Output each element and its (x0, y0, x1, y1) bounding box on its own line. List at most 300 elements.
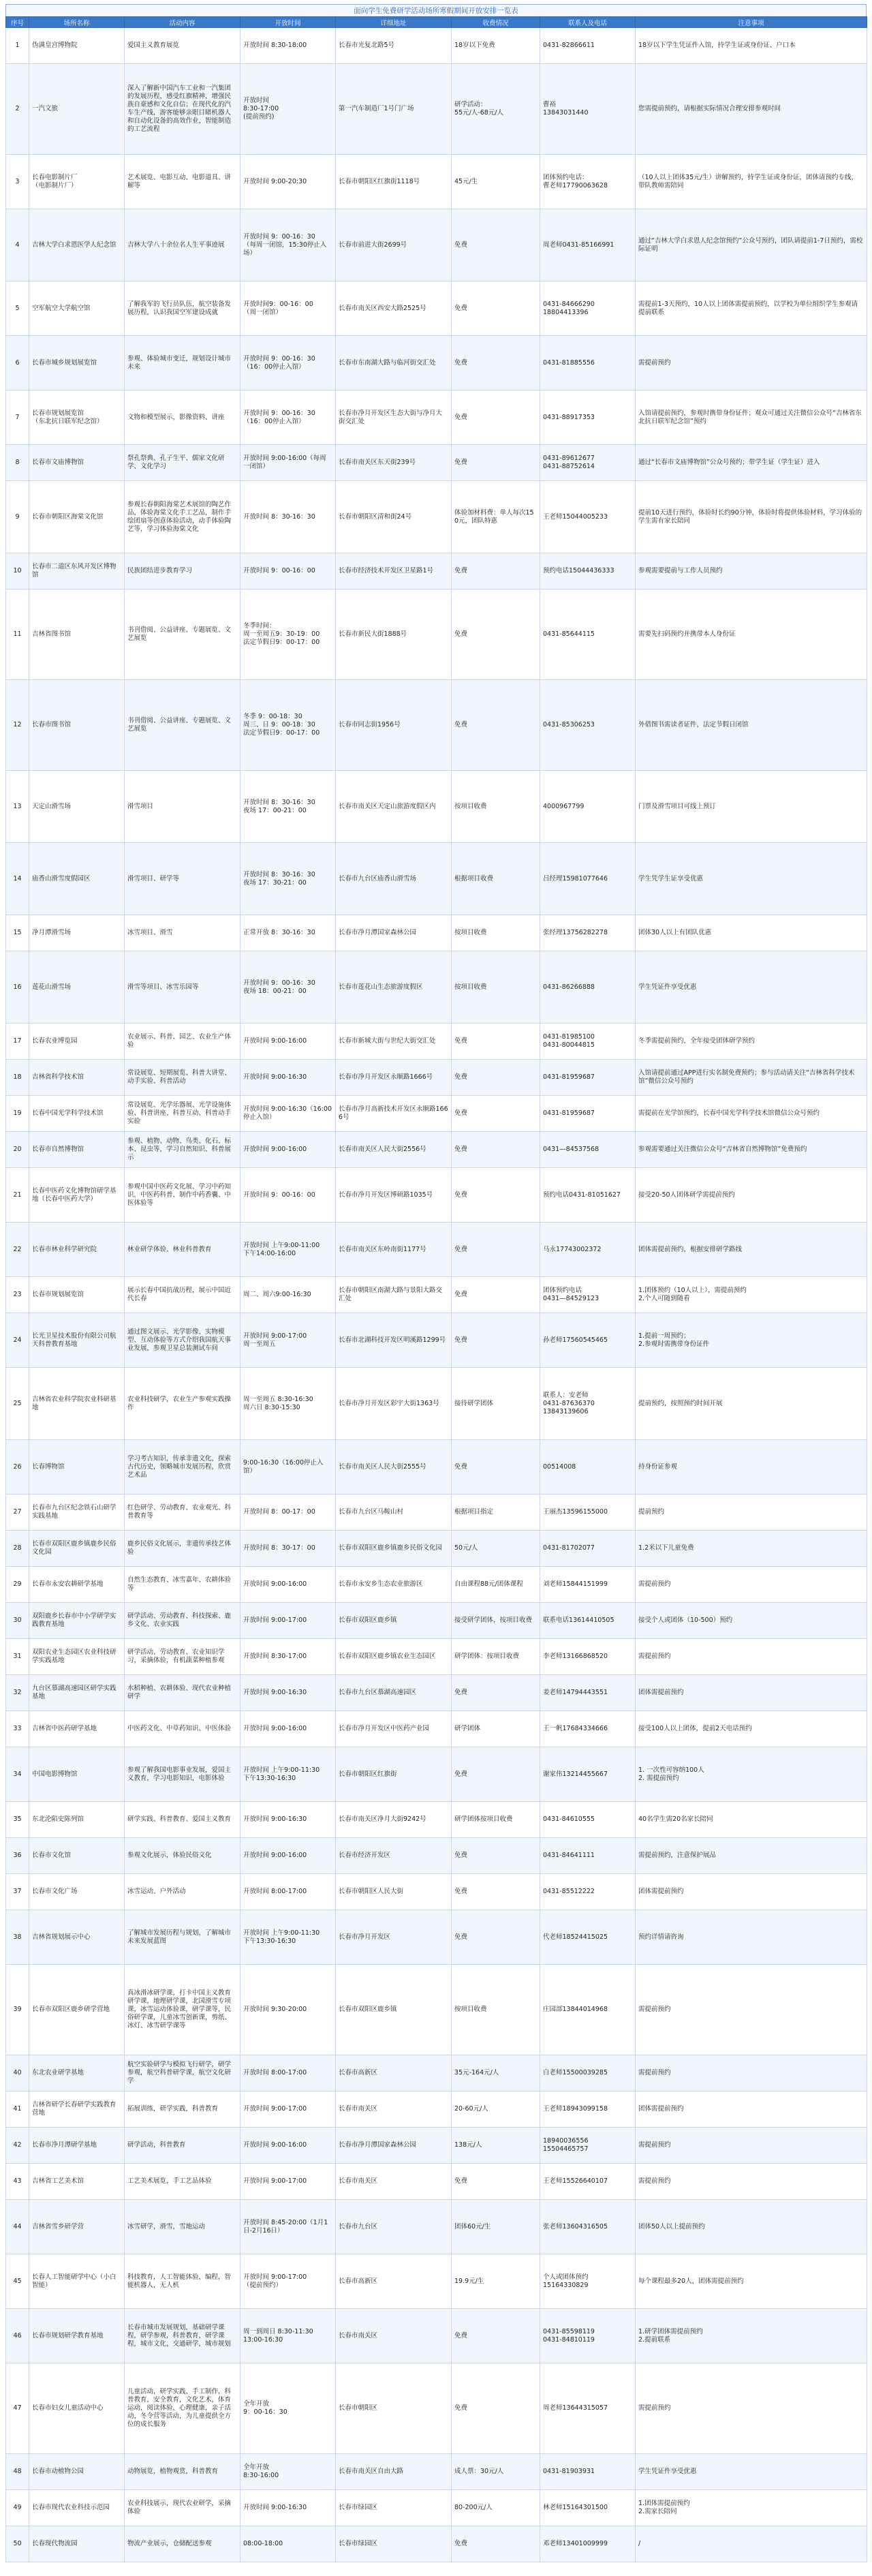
cell-activities: 工艺美术展览，手工艺品体验 (125, 2164, 240, 2200)
cell-fees: 20-60元/人 (452, 2091, 540, 2128)
header-contact: 联系人及电话 (540, 17, 636, 28)
cell-notes: 1.2米以下儿童免费 (636, 1531, 867, 1567)
cell-address: 长春市净月高新技术开发区永顺路1666号 (336, 1096, 452, 1132)
cell-activities: 参观、体验城市变迁，规划设计城市未来 (125, 336, 240, 390)
cell-index: 7 (6, 390, 29, 445)
cell-venue-name: 长春市九台区纪念铁石山研学实践基地 (29, 1494, 125, 1531)
table-row (6, 2055, 867, 2091)
cell-contact: 林老师15164301500 (540, 2490, 636, 2526)
cell-activities: 文物和模型展示，影像资料、讲座 (125, 390, 240, 445)
cell-fees: 免费 (452, 281, 540, 336)
cell-opening-hours: 开放时间 9：00-16：30 夜场 18：00-21：00 (240, 951, 336, 1024)
table-row (6, 1096, 867, 1132)
cell-fees: 按项目收费 (452, 771, 540, 843)
cell-activities: 拓展训练，研学实践，科普教育 (125, 2091, 240, 2128)
cell-index: 37 (6, 1874, 29, 1910)
cell-address: 长春市同志街1956号 (336, 680, 452, 771)
cell-contact: 曹裕 13843031440 (540, 64, 636, 155)
cell-index: 33 (6, 1711, 29, 1747)
cell-venue-name: 长春市双阳区鹿乡研学营地 (29, 1965, 125, 2055)
cell-contact: 谢家伟13214455667 (540, 1747, 636, 1802)
table-row (6, 2254, 867, 2309)
cell-index: 40 (6, 2055, 29, 2091)
cell-venue-name: 长春市净月潭研学基地 (29, 2128, 125, 2164)
cell-opening-hours: 开放时间9：00-16：00 （周一闭馆） (240, 281, 336, 336)
table-row (6, 843, 867, 915)
cell-fees: 根据项目收费 (452, 843, 540, 915)
cell-activities: 动物展览，植物观赏，科普教育 (125, 2454, 240, 2490)
cell-address: 长春市九台区 (336, 2200, 452, 2254)
cell-contact: 00514008 (540, 1440, 636, 1494)
cell-address: 长春市光复北路5号 (336, 28, 452, 64)
table-row (6, 281, 867, 336)
cell-address: 长春市经济开发区 (336, 1838, 452, 1874)
cell-address: 长春市净月开发区生态大街与净月大街交汇处 (336, 390, 452, 445)
cell-notes: 提前预约，按照预约时间开展 (636, 1368, 867, 1440)
cell-opening-hours: 周一到周日 8:30-11:30 13:00-16:30 (240, 2309, 336, 2363)
table-row (6, 2309, 867, 2363)
cell-index: 16 (6, 951, 29, 1024)
cell-activities: 农业展示、科普、园艺、农业生产体验 (125, 1024, 240, 1060)
cell-contact: 王老师18943099158 (540, 2091, 636, 2128)
cell-fees: 自由课程88元/团体课程 (452, 1567, 540, 1603)
cell-activities: 艺术展览、电影互动、电影道具、讲解等 (125, 155, 240, 209)
table-row (6, 209, 867, 281)
table-row (6, 1440, 867, 1494)
cell-fees: 免费 (452, 1132, 540, 1168)
cell-contact: 0431-84666290 18804413396 (540, 281, 636, 336)
cell-address: 长春市朝阳区人民大街 (336, 1874, 452, 1910)
cell-notes: 团体需提前预约 (636, 1675, 867, 1711)
cell-notes: 需提前预约 (636, 2363, 867, 2454)
cell-address: 长春市南关区 (336, 2164, 452, 2200)
table-row (6, 1639, 867, 1675)
cell-notes: 需提前预约 (636, 1965, 867, 2055)
cell-contact: 张老师13604316505 (540, 2200, 636, 2254)
cell-contact: 0431-85512222 (540, 1874, 636, 1910)
cell-activities: 滑雪等项目、冰雪乐园等 (125, 951, 240, 1024)
table-row (6, 445, 867, 481)
table-row (6, 1675, 867, 1711)
cell-address: 长春市南关区西安大路2525号 (336, 281, 452, 336)
cell-index: 2 (6, 64, 29, 155)
cell-opening-hours: 开放时间 9:00-17:00 周一至周五 (240, 1313, 336, 1368)
table-row (6, 771, 867, 843)
cell-index: 22 (6, 1223, 29, 1277)
cell-notes: 学生凭证件享受优惠 (636, 2454, 867, 2490)
cell-contact: 0431—84537568 (540, 1132, 636, 1168)
cell-opening-hours: 开放时间 9:00-16:00 (240, 1838, 336, 1874)
table-row (6, 336, 867, 390)
cell-venue-name: 长春市二道区东风开发区博物馆 (29, 553, 125, 589)
cell-index: 31 (6, 1639, 29, 1675)
cell-address: 长春市新城大街与世纪大街交汇处 (336, 1024, 452, 1060)
cell-fees: 免费 (452, 1675, 540, 1711)
cell-notes: 通过“吉林大学白求恩人纪念馆预约”公众号预约，团队请提前1-7日预约，需校际证明 (636, 209, 867, 281)
cell-contact: 0431-82866611 (540, 28, 636, 64)
cell-address: 长春市九台区庙香山滑雪场 (336, 843, 452, 915)
cell-notes: 持身份证参观 (636, 1440, 867, 1494)
cell-contact: 王老师15526640107 (540, 2164, 636, 2200)
header-opening-hours: 开放时间 (240, 17, 336, 28)
cell-activities: 学习考古知识，传承非遗文化，探索古代历史，领略城市发展历程，欣赏艺术品 (125, 1440, 240, 1494)
cell-fees: 免费 (452, 2164, 540, 2200)
cell-fees: 免费 (452, 1060, 540, 1096)
cell-activities: 真冰滑冰研学课，打卡中国主义教育研学课，地理研学课，北国滑雪专项课，冰雪运动体验课，研学课等，民俗研学课，儿童冰雪创新课，剪纸、冰灯、冰雪研学课等 (125, 1965, 240, 2055)
cell-contact: 团体预约电话 0431—84529123 (540, 1277, 636, 1313)
cell-fees: 免费 (452, 390, 540, 445)
cell-opening-hours: 全年开放 9：00-16：30 (240, 2363, 336, 2454)
cell-opening-hours: 开放时间 8:00-17:00 (240, 2055, 336, 2091)
cell-address: 长春市永安乡生态农业旅游区 (336, 1567, 452, 1603)
cell-opening-hours: 开放时间 9:00-16:00 (240, 1711, 336, 1747)
cell-contact: 周老师13644315057 (540, 2363, 636, 2454)
cell-notes: 团体30人以上有团队优惠 (636, 915, 867, 951)
cell-activities: 滑雪项目、研学等 (125, 843, 240, 915)
cell-opening-hours: 开放时间 8：30-16：30 夜场 17：00-21：00 (240, 771, 336, 843)
cell-activities: 冰雪研学，滑雪，雪地运动 (125, 2200, 240, 2254)
cell-activities: 水稻种植、农耕体验、现代农业种植研学 (125, 1675, 240, 1711)
cell-fees: 免费 (452, 680, 540, 771)
cell-index: 6 (6, 336, 29, 390)
cell-contact: 0431-81959687 (540, 1096, 636, 1132)
cell-contact: 0431-81959687 (540, 1060, 636, 1096)
cell-contact: 周老师0431-85166991 (540, 209, 636, 281)
header-row (6, 17, 867, 28)
cell-activities: 常设展览、光学乐器展、光学设施体验、科普讲座、科普互动、科普动手实验 (125, 1096, 240, 1132)
cell-activities: 了解我军的飞行员队伍，航空装备发展历程，认识我国空军建设成就 (125, 281, 240, 336)
cell-fees: 免费 (452, 589, 540, 680)
table-row (6, 1168, 867, 1223)
cell-contact: 0431-81903931 (540, 2454, 636, 2490)
table-row (6, 1313, 867, 1368)
cell-index: 32 (6, 1675, 29, 1711)
cell-notes: 参观需要提前与工作人员预约 (636, 553, 867, 589)
cell-address: 长春市净月开发区博硕路1035号 (336, 1168, 452, 1223)
venue-table (5, 16, 867, 2562)
table-row (6, 1747, 867, 1802)
cell-activities: 参观中国中医药文化展、学习中药知识，中医药科普、制作中药香囊、中医体验等 (125, 1168, 240, 1223)
cell-opening-hours: 开放时间 9：00-16：30 （16：00停止入馆） (240, 390, 336, 445)
cell-notes: 团体需提前预约 (636, 1874, 867, 1910)
cell-fees: 45元/生 (452, 155, 540, 209)
header-index: 序号 (6, 17, 29, 28)
cell-opening-hours: 全年开放 8:30-16:00 (240, 2454, 336, 2490)
table-body (6, 28, 867, 2562)
cell-index: 29 (6, 1567, 29, 1603)
cell-venue-name: 吉林大学白求恩医学人纪念馆 (29, 209, 125, 281)
header-notes: 注意事项 (636, 17, 867, 28)
cell-fees: 团体60元/生 (452, 2200, 540, 2254)
cell-opening-hours: 周二、周六9:00-16:30 (240, 1277, 336, 1313)
cell-notes: 需提前预约 (636, 2128, 867, 2164)
cell-index: 50 (6, 2526, 29, 2562)
cell-fees: 免费 (452, 1168, 540, 1223)
table-row (6, 553, 867, 589)
cell-activities: 长春市城市发展规划，基础研学课程，研学参观，科普教育，研学课程，城市文化，交通研学，城市规划 (125, 2309, 240, 2363)
cell-opening-hours: 开放时间 9:00-16:00 (240, 2128, 336, 2164)
cell-fees: 研学活动： 55元/人-68元/人 (452, 64, 540, 155)
cell-venue-name: 中国电影博物馆 (29, 1747, 125, 1802)
header-address: 详细地址 (336, 17, 452, 28)
cell-activities: 研学活动、劳动教育、科技探索、鹿乡文化、农业实践 (125, 1603, 240, 1639)
cell-index: 18 (6, 1060, 29, 1096)
table-row (6, 589, 867, 680)
cell-fees: 18岁以下免费 (452, 28, 540, 64)
cell-contact: 0431-81702077 (540, 1531, 636, 1567)
cell-address: 长春市经济技术开发区卫星路1号 (336, 553, 452, 589)
cell-activities: 参观文化展示，体验民俗文化 (125, 1838, 240, 1874)
cell-activities: 红色研学、劳动教育、农业观光、科普教育等 (125, 1494, 240, 1531)
cell-notes: 预约详情请咨询 (636, 1910, 867, 1965)
table-row (6, 390, 867, 445)
cell-fees: 接受研学团体，按项目收费 (452, 1603, 540, 1639)
cell-index: 8 (6, 445, 29, 481)
cell-notes: 团体50人以上提前预约 (636, 2200, 867, 2254)
cell-address: 长春市朝阳区 (336, 2363, 452, 2454)
cell-index: 42 (6, 2128, 29, 2164)
cell-address: 长春市新民大街1888号 (336, 589, 452, 680)
cell-contact: 18940036556 15504465757 (540, 2128, 636, 2164)
cell-venue-name: 长春市城乡规划展览馆 (29, 336, 125, 390)
cell-address: 长春市南关区 (336, 2309, 452, 2363)
cell-fees: 35元-164元/人 (452, 2055, 540, 2091)
cell-index: 43 (6, 2164, 29, 2200)
header-venue-name: 场所名称 (29, 17, 125, 28)
cell-activities: 物流产业展示，仓储配送参观 (125, 2526, 240, 2562)
cell-notes: 需提前预约 (636, 2055, 867, 2091)
cell-index: 34 (6, 1747, 29, 1802)
cell-opening-hours: 开放时间 9:00-16:30 (240, 2490, 336, 2526)
cell-index: 14 (6, 843, 29, 915)
table-row (6, 1910, 867, 1965)
cell-contact: 联系人：安老师 0431-87636370 13843139606 (540, 1368, 636, 1440)
cell-notes: 需提前预约 (636, 336, 867, 390)
cell-opening-hours: 开放时间 9:00-16:00 (240, 1024, 336, 1060)
cell-venue-name: 长春人工智能研学中心（小白智能） (29, 2254, 125, 2309)
cell-index: 10 (6, 553, 29, 589)
cell-index: 3 (6, 155, 29, 209)
cell-index: 39 (6, 1965, 29, 2055)
cell-venue-name: 九台区慕湖高速园区研学实践基地 (29, 1675, 125, 1711)
cell-fees: 免费 (452, 445, 540, 481)
cell-contact: 吕经理15981077646 (540, 843, 636, 915)
cell-venue-name: 长光卫星技术股份有限公司航天科普教育基地 (29, 1313, 125, 1368)
table-row (6, 2490, 867, 2526)
cell-contact: 0431-81985100 0431-80044815 (540, 1024, 636, 1060)
cell-venue-name: 长春市妇女儿童活动中心 (29, 2363, 125, 2454)
table-row (6, 1223, 867, 1277)
cell-activities: 爱国主义教育展览 (125, 28, 240, 64)
cell-contact: 0431-84641111 (540, 1838, 636, 1874)
cell-notes: 您需提前预约，请根据实际情况合理安排参观时间 (636, 64, 867, 155)
cell-opening-hours: 开放时间 8:30-17:00 (240, 1639, 336, 1675)
cell-index: 9 (6, 481, 29, 553)
cell-opening-hours: 正常开放 8：30-16：30 (240, 915, 336, 951)
cell-address: 长春市莲花山生态旅游度假区 (336, 951, 452, 1024)
cell-contact: 团体预约电话： 曹老师17790063628 (540, 155, 636, 209)
cell-venue-name: 双阳鹿乡长春市中小学研学实践教育基地 (29, 1603, 125, 1639)
cell-fees: 接待研学团体 (452, 1368, 540, 1440)
cell-venue-name: 长春市自然博物馆 (29, 1132, 125, 1168)
cell-venue-name: 吉林省规划展示中心 (29, 1910, 125, 1965)
cell-activities: 中医药文化、中草药知识、中医体验 (125, 1711, 240, 1747)
cell-address: 长春市朝阳区南湖大路与景阳大路交汇处 (336, 1277, 452, 1313)
cell-address: 长春市前进大街2699号 (336, 209, 452, 281)
cell-fees: 成人票：30元/人 (452, 2454, 540, 2490)
cell-venue-name: 净月潭滑雪场 (29, 915, 125, 951)
cell-activities: 研学活动、劳动教育、农业知识学习，采摘体验，有机蔬菜种植参观 (125, 1639, 240, 1675)
cell-contact: 0431-84610555 (540, 1802, 636, 1838)
cell-venue-name: 长春市规划研学教育基地 (29, 2309, 125, 2363)
cell-venue-name: 双阳农业生态园区农业科技研学实践基地 (29, 1639, 125, 1675)
table-row (6, 28, 867, 64)
cell-fees: 免费 (452, 1747, 540, 1802)
cell-contact: 王老师15044005233 (540, 481, 636, 553)
cell-contact: 预约电话15044436333 (540, 553, 636, 589)
cell-venue-name: 吉林省研学长春研学实践教育营地 (29, 2091, 125, 2128)
cell-venue-name: 长春现代物流园 (29, 2526, 125, 2562)
cell-venue-name: 吉林省科学技术馆 (29, 1060, 125, 1096)
cell-opening-hours: 9:00-16:30（16:00停止入馆） (240, 1440, 336, 1494)
cell-notes: 1.团体需提前预约 2.需家长陪同 (636, 2490, 867, 2526)
cell-notes: 团体需提前预约，根据安排研学路线 (636, 1223, 867, 1277)
cell-contact: 联系电话13614410505 (540, 1603, 636, 1639)
cell-opening-hours: 开放时间 9:00-16:30 (240, 1802, 336, 1838)
cell-index: 35 (6, 1802, 29, 1838)
cell-venue-name: 长春中医药文化博物馆研学基地（长春中医药大学） (29, 1168, 125, 1223)
cell-address: 长春市南关区人民大街2555号 (336, 1440, 452, 1494)
cell-address: 长春市南关区 (336, 2091, 452, 2128)
cell-index: 24 (6, 1313, 29, 1368)
cell-opening-hours: 开放时间 9：00-16：00 (240, 553, 336, 589)
cell-venue-name: 长春博物馆 (29, 1440, 125, 1494)
cell-notes: 需提前预约 (636, 1567, 867, 1603)
cell-venue-name: 长春市图书馆 (29, 680, 125, 771)
table-row (6, 2200, 867, 2254)
cell-index: 48 (6, 2454, 29, 2490)
cell-index: 1 (6, 28, 29, 64)
cell-venue-name: 长春市规划展览馆 （东北抗日联军纪念馆） (29, 390, 125, 445)
cell-fees: 免费 (452, 1223, 540, 1277)
cell-venue-name: 吉林省农业科学院农业科研基地 (29, 1368, 125, 1440)
cell-venue-name: 长春电影制片厂 （电影制片厂） (29, 155, 125, 209)
cell-notes: 1.提前一周预约； 2.参观时需携带身份证件 (636, 1313, 867, 1368)
table-row (6, 951, 867, 1024)
cell-notes: 入馆请提前预约，参观时携带身份证件；观众可通过关注微信公众号“吉林省东北抗日联军纪念馆”预约 (636, 390, 867, 445)
cell-fees: 免费 (452, 1874, 540, 1910)
cell-venue-name: 长春市文庙博物馆 (29, 445, 125, 481)
cell-index: 49 (6, 2490, 29, 2526)
cell-activities: 冰雪运动、户外活动 (125, 1874, 240, 1910)
cell-activities: 了解城市发展历程与规划，了解城市未来发展蓝图 (125, 1910, 240, 1965)
cell-fees: 免费 (452, 1440, 540, 1494)
table-row (6, 915, 867, 951)
cell-opening-hours: 开放时间 9:30-20:00 (240, 1965, 336, 2055)
cell-activities: 鹿乡民俗文化展示，非遗传承技艺体验 (125, 1531, 240, 1567)
table-row (6, 1838, 867, 1874)
cell-notes: 外借图书需读者证件，法定节假日闭馆 (636, 680, 867, 771)
cell-notes: 需提前1-3天预约，10人以上团体需提前预约，以学校为单位组织学生参观请提前联系 (636, 281, 867, 336)
cell-index: 4 (6, 209, 29, 281)
cell-index: 25 (6, 1368, 29, 1440)
table-row (6, 1024, 867, 1060)
cell-address: 长春市九台区慕湖高速园区 (336, 1675, 452, 1711)
cell-fees: 研学团体 (452, 1711, 540, 1747)
cell-fees: 80-200元/人 (452, 2490, 540, 2526)
cell-fees: 免费 (452, 336, 540, 390)
cell-venue-name: 吉林省图书馆 (29, 589, 125, 680)
cell-opening-hours: 开放时间 9:00-16:00（每周一闭馆） (240, 445, 336, 481)
table-row (6, 1965, 867, 2055)
cell-contact: 王丽杰13596155000 (540, 1494, 636, 1531)
cell-address: 长春市净月潭国家森林公园 (336, 2128, 452, 2164)
cell-opening-hours: 开放时间 8:00-17:00 (240, 1874, 336, 1910)
cell-address: 长春市南关区人民大街2556号 (336, 1132, 452, 1168)
cell-activities: 林业研学体验、林业科普教育 (125, 1223, 240, 1277)
cell-activities: 常设展览、短期展览、科普大讲堂、动手实验、科普活动 (125, 1060, 240, 1096)
cell-opening-hours: 开放时间 8：30-17：00 (240, 1531, 336, 1567)
cell-opening-hours: 冬季时间： 周一至周五9：30-19：00 法定节假日9：00-17：00 (240, 589, 336, 680)
cell-opening-hours: 开放时间 9:00-17:00 （提前预约） (240, 2254, 336, 2309)
cell-opening-hours: 开放时间 9：00-16：30 （每周一闭馆，15:30停止入场） (240, 209, 336, 281)
cell-activities: 书刊借阅、公益讲座、专题展览、文艺展览 (125, 589, 240, 680)
cell-opening-hours: 开放时间 9:00-16:00 (240, 1567, 336, 1603)
table-row (6, 1060, 867, 1096)
table-row (6, 481, 867, 553)
cell-notes: 需提前预约 (636, 1639, 867, 1675)
cell-venue-name: 东北农业研学基地 (29, 2055, 125, 2091)
page-title: 面向学生免费研学活动场所寒假期间开放安排一览表 (5, 4, 867, 16)
table-row (6, 680, 867, 771)
table-row (6, 1603, 867, 1639)
cell-opening-hours: 开放时间 8：30-16：30 夜场 17：30-21：00 (240, 843, 336, 915)
cell-activities: 参观、植物、动物、鸟类、化石、标本、昆虫等，学习自然知识、科普展示 (125, 1132, 240, 1168)
cell-opening-hours: 开放时间 9:00-20:30 (240, 155, 336, 209)
cell-notes: 通过“长春市文庙博物馆”公众号预约；带学生证（学生证）进入 (636, 445, 867, 481)
cell-fees: 研学团体：按项目收费 (452, 1639, 540, 1675)
cell-notes: 参观需要通过关注微信公众号“吉林省自然博物馆”免费预约 (636, 1132, 867, 1168)
cell-index: 38 (6, 1910, 29, 1965)
cell-venue-name: 长春市文化广场 (29, 1874, 125, 1910)
table-row (6, 2128, 867, 2164)
cell-activities: 研学活动，科普教育 (125, 2128, 240, 2164)
cell-notes: 1. 一次性可容纳100人 2. 需提前预约 (636, 1747, 867, 1802)
cell-venue-name: 吉林省中医药研学基地 (29, 1711, 125, 1747)
cell-index: 44 (6, 2200, 29, 2254)
table-row (6, 2164, 867, 2200)
cell-index: 27 (6, 1494, 29, 1531)
cell-contact: 0431-88917353 (540, 390, 636, 445)
cell-index: 17 (6, 1024, 29, 1060)
cell-contact: 姜老师14794443551 (540, 1675, 636, 1711)
cell-activities: 民族团结进步教育学习 (125, 553, 240, 589)
cell-notes: 冬季需提前预约，全年接受团体研学预约 (636, 1024, 867, 1060)
cell-address: 长春市净月开发区中医药产业园 (336, 1711, 452, 1747)
cell-address: 长春市朝阳区红旗街 (336, 1747, 452, 1802)
cell-fees: 免费 (452, 1024, 540, 1060)
cell-activities: 农业科技研学，农业生产参观实践操作 (125, 1368, 240, 1440)
cell-activities: 自然生态教育、冰雪嘉年、农耕体验等 (125, 1567, 240, 1603)
cell-opening-hours: 开放时间 9：00-16：00 (240, 1168, 336, 1223)
cell-index: 36 (6, 1838, 29, 1874)
cell-notes: 40名学生需20名家长陪同 (636, 1802, 867, 1838)
cell-notes: 需提前预约，注意保护展品 (636, 1838, 867, 1874)
sheet-footer (5, 2562, 867, 2568)
cell-opening-hours: 开放时间 9:00-16:30 (240, 1060, 336, 1096)
cell-opening-hours: 开放时间 8:45-20:00（1月1日-2月16日） (240, 2200, 336, 2254)
cell-notes: 需要先扫码预约并携带本人身份证 (636, 589, 867, 680)
